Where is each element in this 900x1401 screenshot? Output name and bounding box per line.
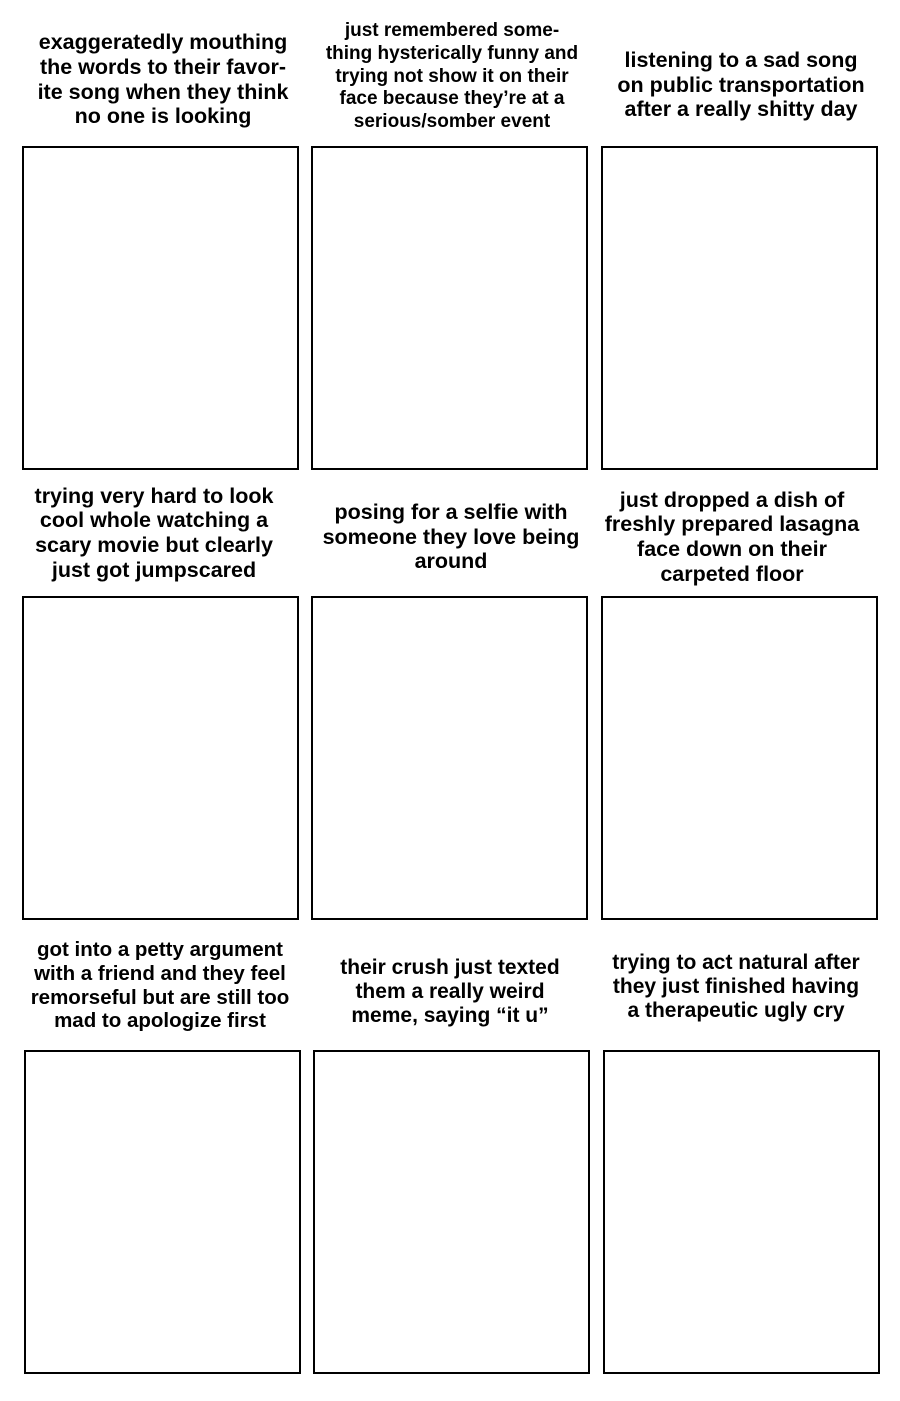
panel-caption: just remembered some- thing hysterically funny and trying not show it on their face because they’re at a serious/somber event (325, 20, 579, 133)
drawing-frame (311, 146, 588, 470)
drawing-frame (311, 596, 588, 920)
panel-caption: trying to act natural after they just finished having a therapeutic ugly cry (612, 950, 860, 1023)
panel-caption: got into a petty argument with a friend and they feel remorseful but are still too mad to apologize first (30, 938, 290, 1033)
drawing-frame (22, 146, 299, 470)
panel-caption: trying very hard to look cool whole watching a scary movie but clearly just got jumpscared (34, 483, 274, 582)
panel-caption: exaggeratedly mouthing the words to their favor- ite song when they think no one is looking (37, 30, 289, 129)
drawing-frame (601, 146, 878, 470)
panel-caption: their crush just texted them a really weird meme, saying “it u” (340, 955, 560, 1028)
panel-caption: just dropped a dish of freshly prepared lasagna face down on their carpeted floor (604, 487, 860, 586)
panel-caption: listening to a sad song on public transportation after a really shitty day (617, 47, 865, 122)
panel-caption: posing for a selfie with someone they love being around (322, 499, 580, 574)
drawing-frame (603, 1050, 880, 1374)
drawing-frame (22, 596, 299, 920)
drawing-frame (313, 1050, 590, 1374)
drawing-frame (24, 1050, 301, 1374)
drawing-frame (601, 596, 878, 920)
